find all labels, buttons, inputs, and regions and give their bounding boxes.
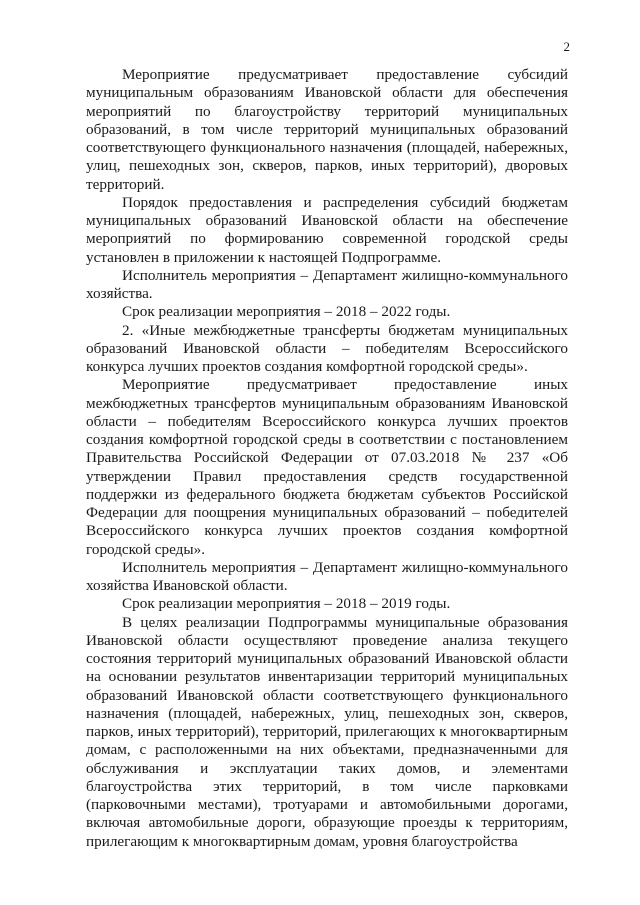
paragraph-term-1: Срок реализации мероприятия – 2018 – 2022 годы.	[122, 303, 451, 321]
paragraph-executor-2: Исполнитель мероприятия – Департамент жилищно-коммунального хозяйства Ивановской области.	[86, 558, 568, 594]
paragraph-subsidy-description: Мероприятие предусматривает предоставление субсидий муниципальным образованиям Ивановской области для обеспечения мероприятий по благоустройству территорий муниципальных образований, в том числе территорий муниципальных образований соответствующего функционального назначения (площадей, набережных, улиц, пешеходных зон, скверов, парков, иных территорий), дворовых территорий.	[86, 66, 568, 193]
paragraph-analysis: В целях реализации Подпрограммы муниципальные образования Ивановской области осуществляют проведение анализа текущего состояния территорий муниципальных образований Ивановской области на основании результатов инвентаризации территорий муниципальных образований Ивановской области соответствующего функционального назначения (площадей, набережных, улиц, пешеходных зон, скверов, парков, иных территорий), территорий, прилегающих к многоквартирным домам, с расположенными на них объектами, предназначенными для обслуживания и эксплуатации таких домов, и элементами благоустройства этих территорий, в том числе парковками (парковочными местами), тротуарами и автомобильными дорогами, включая автомобильные дороги, образующие проезды к территориям, прилегающим к многоквартирным домам, уровня благоустройства	[86, 613, 568, 850]
paragraph-measure-2-title: 2. «Иные межбюджетные трансферты бюджетам муниципальных образований Ивановской области – победителям Всероссийского конкурса лучших проектов создания комфортной городской среды».	[86, 321, 568, 375]
document-body	[86, 66, 568, 851]
paragraph-transfer-description: Мероприятие предусматривает предоставление иных межбюджетных трансфертов муниципальным образованиям Ивановской области – победителям Всероссийского конкурса лучших проектов создания комфортной городской среды в соответствии с постановлением Правительства Российской Федерации от 07.03.2018 № 237 «Об утверждении Правил предоставления средств государственной поддержки из федерального бюджета бюджетам субъектов Российской Федерации для поощрения муниципальных образований – победителей Всероссийского конкурса лучших проектов создания комфортной городской среды».	[86, 376, 568, 558]
page-number: 2	[563, 39, 570, 54]
paragraph-executor-1: Исполнитель мероприятия – Департамент жилищно-коммунального хозяйства.	[86, 266, 568, 302]
paragraph-term-2: Срок реализации мероприятия – 2018 – 2019 годы.	[122, 595, 451, 613]
paragraph-subsidy-procedure: Порядок предоставления и распределения субсидий бюджетам муниципальных образований Ивановской области на обеспечение мероприятий по формированию современной городской среды установлен в приложении к настоящей Подпрограмме.	[86, 193, 568, 266]
